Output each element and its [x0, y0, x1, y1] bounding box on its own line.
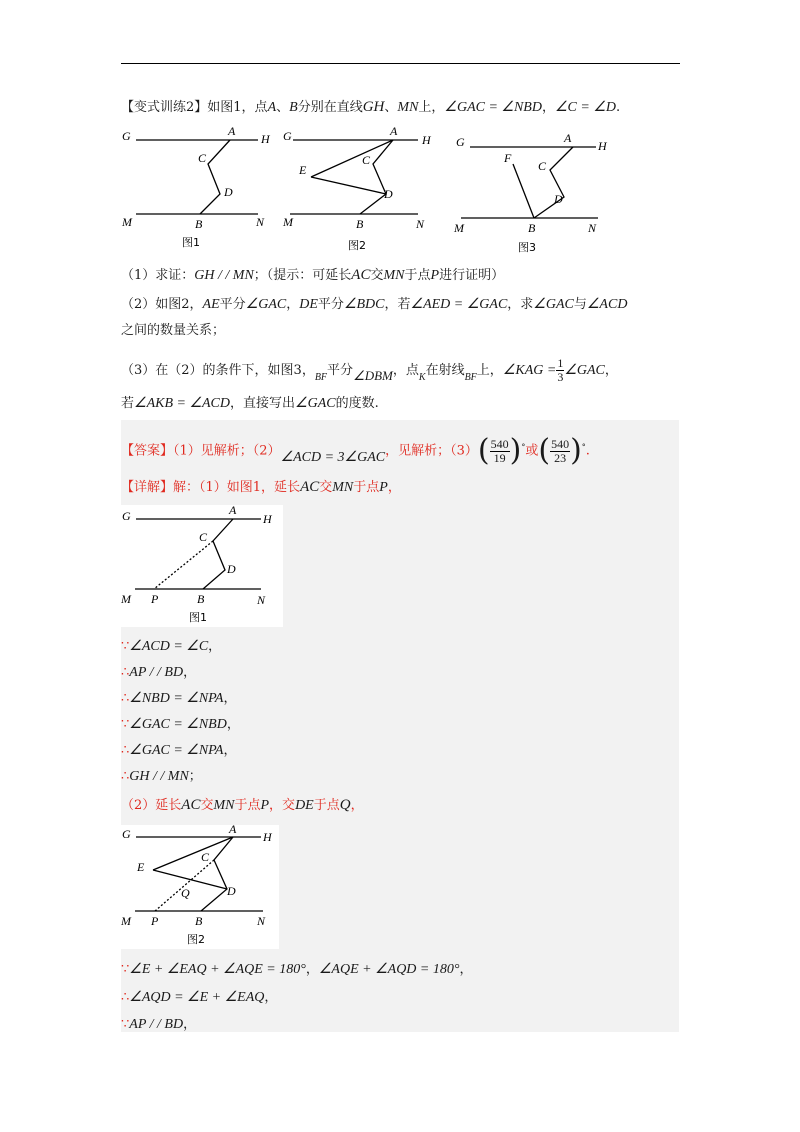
proof-step [121, 768, 202, 786]
proof-step [121, 742, 236, 760]
proof-step [121, 989, 277, 1007]
math: P [260, 798, 270, 813]
text: （3）在（2）的条件下，如图3， [121, 363, 315, 378]
fig3-label-h: H [598, 139, 607, 153]
text: 或 [525, 443, 539, 459]
text: 交 [319, 480, 333, 495]
label-m: M [121, 592, 131, 606]
math: GH / / MN [194, 268, 254, 283]
text: ，求 [507, 297, 534, 312]
math: ∠AKB = ∠ACD [134, 396, 231, 411]
fig2-label-b: B [356, 217, 364, 231]
label-b: B [197, 592, 205, 606]
fig3-caption: 图3 [518, 241, 536, 254]
text: ∴ [121, 665, 130, 680]
text: 解：（1）如图1，延长 [173, 480, 301, 495]
math: AP / / BD [129, 1017, 184, 1032]
label-d: D [227, 562, 236, 576]
math: GH [362, 99, 385, 115]
text: ∴ [121, 743, 130, 758]
label-d: D [227, 884, 236, 898]
text: 交 [370, 268, 384, 283]
answer-tag: 【答案】 [121, 443, 174, 459]
fig3-path-acdb [534, 147, 573, 218]
fig3-label-b: B [528, 221, 536, 235]
text: ， [604, 363, 618, 378]
fig1-label-c: C [198, 151, 207, 165]
label-c: C [201, 850, 210, 864]
question-part-1 [121, 266, 504, 285]
fig2-label-a: A [390, 124, 398, 138]
label-m: M [121, 914, 131, 928]
text: 于点 [313, 798, 340, 813]
label-n: N [257, 914, 266, 928]
math: P [379, 480, 388, 495]
fig2-label-m: M [283, 215, 293, 229]
label-q: Q [181, 886, 190, 900]
math: ∠AQD = ∠E + ∠EAQ [129, 990, 265, 1005]
text: 的度数. [335, 396, 379, 411]
denominator: 19 [493, 450, 506, 465]
math: ∠BDC [343, 297, 385, 312]
text: （2）延长 [121, 798, 182, 813]
text: 在射线 [425, 363, 465, 378]
figure-background [121, 825, 279, 949]
label-g: G [122, 827, 131, 841]
math: K [418, 372, 426, 383]
math: ∠AQE + ∠AQD = 180° [318, 962, 460, 977]
math: ∠NBD = ∠NPA [129, 691, 224, 706]
question-line-1 [121, 98, 620, 117]
math: ∠GAC = ∠NPA [129, 743, 224, 758]
text: 于点 [234, 798, 261, 813]
label-c: C [199, 530, 208, 544]
caption: 图2 [187, 933, 205, 946]
text: ∵ [121, 717, 130, 732]
math: ∠GAC [245, 297, 287, 312]
text: ∴ [121, 691, 130, 706]
fig2-path-acdb [360, 140, 393, 214]
text: （1）求证： [121, 268, 195, 283]
label-a: A [229, 505, 237, 517]
math: DE [299, 297, 318, 312]
fig3-line-bf [513, 164, 534, 218]
fig3-label-d: D [554, 192, 563, 206]
fig1-label-n: N [256, 215, 265, 229]
text: ； [188, 769, 202, 784]
math: ∠DBM [353, 368, 393, 383]
math: AP / / BD [129, 665, 184, 680]
degree-sign: ° [581, 442, 586, 451]
text: ， [350, 798, 364, 813]
text: . [585, 443, 590, 459]
text: 交 [200, 798, 214, 813]
text: 若 [121, 396, 135, 411]
math: MN [397, 100, 419, 115]
text: 于点 [353, 480, 380, 495]
label-h: H [263, 830, 272, 844]
proof-step [121, 638, 221, 656]
detail-tag: 【详解】 [121, 480, 174, 495]
math: ∠ACD [586, 297, 628, 312]
fig2-label-h: H [422, 133, 431, 147]
text: 、 [276, 100, 290, 115]
fig3-label-a: A [564, 131, 572, 145]
text: ， [541, 100, 555, 115]
fig2-label-d: D [384, 187, 393, 201]
text: ， [286, 297, 300, 312]
answer-value-1: ( $\frac{540}{19}$ )° [477, 433, 526, 468]
math: AE [202, 297, 220, 312]
text: ，点 [392, 363, 419, 378]
fig3-label-n: N [588, 221, 597, 235]
text: ， [183, 665, 197, 680]
fig3-label-c: C [538, 159, 547, 173]
text: 平分 [317, 297, 344, 312]
text: ， [208, 639, 222, 654]
math: AC [351, 267, 371, 283]
math: ∠E + ∠EAQ + ∠AQE = 180° [129, 962, 306, 977]
math: ∠ACD = ∠C [129, 639, 209, 654]
fig2-line-ae [311, 140, 393, 177]
fig1-label-b: B [195, 217, 203, 231]
text: （2）如图2， [121, 297, 203, 312]
text: ， [264, 990, 278, 1005]
label-g: G [122, 509, 131, 523]
text: 与 [573, 297, 587, 312]
math: MN [213, 798, 235, 813]
fig2-label-n: N [416, 217, 425, 231]
detail-figure-2 [121, 825, 279, 949]
text: 、 [384, 100, 398, 115]
proof-step [121, 664, 196, 682]
fig3-label-g: G [456, 135, 465, 149]
fig1-label-m: M [122, 215, 132, 229]
label-b: B [195, 914, 203, 928]
fig2-label-g: G [283, 129, 292, 143]
text: 进行证明） [439, 268, 505, 283]
text: 平分 [219, 297, 246, 312]
fig3-label-m: M [454, 221, 464, 235]
math: BF [314, 372, 328, 383]
label-a: A [229, 825, 237, 836]
label-n: N [257, 593, 266, 607]
figures-1-3 [118, 122, 638, 258]
fig1-caption: 图1 [182, 236, 200, 249]
text: 上， [418, 100, 445, 115]
label-h: H [263, 512, 272, 526]
text: 于点 [404, 268, 431, 283]
math: ∠GAC [564, 363, 605, 378]
text: ；（提示：可延长 [253, 268, 352, 283]
top-rule [121, 63, 680, 64]
math: AC [300, 479, 320, 495]
text: 如图1，点 [207, 100, 268, 115]
math: ∠GAC [295, 396, 336, 411]
math: AC [181, 797, 201, 813]
label-e: E [137, 860, 145, 874]
text: ∴ [121, 769, 130, 784]
answer-line [121, 433, 590, 468]
math: B [289, 100, 298, 115]
math: BF [464, 372, 477, 383]
answer-value-2: ( $\frac{540}{23}$ )° [538, 433, 586, 468]
text: ， [183, 1017, 197, 1032]
label-p: P [151, 592, 159, 606]
proof-step [121, 961, 472, 979]
text: ， [387, 480, 401, 495]
question-part-2 [121, 296, 627, 314]
question-part-3-cont [121, 395, 379, 413]
question-part-2-cont: 之间的数量关系； [121, 323, 226, 338]
text: ∵ [121, 1017, 130, 1032]
text: 上， [476, 363, 503, 378]
numerator: 540 [551, 436, 570, 451]
math: Q [339, 797, 351, 813]
fig1-label-a: A [228, 124, 236, 138]
text: ∵ [121, 962, 130, 977]
fig1-label-g: G [122, 129, 131, 143]
proof-step [121, 1016, 196, 1034]
text: （1）见解析；（2） [173, 443, 281, 459]
text: ∵ [121, 639, 130, 654]
math: P [430, 268, 440, 283]
degree-sign: ° [521, 442, 526, 451]
denominator: 23 [554, 450, 567, 465]
label-p: P [151, 914, 159, 928]
fig3-label-f: F [504, 151, 512, 165]
fig1-label-h: H [261, 132, 270, 146]
text: ，直接写出 [230, 396, 296, 411]
proof-step [121, 716, 240, 734]
text: 分别在直线 [297, 100, 363, 115]
detail-line [121, 478, 401, 497]
math: ∠C = ∠D [555, 100, 616, 115]
math: ∠ACD = 3∠GAC [280, 449, 386, 465]
math: DE [295, 798, 314, 813]
math: ∠AED = ∠GAC [410, 297, 508, 312]
caption: 图1 [189, 611, 207, 624]
figure-background [121, 505, 283, 627]
fig2-label-c: C [362, 153, 371, 167]
text: 平分 [327, 363, 354, 378]
fig1-label-d: D [224, 185, 233, 199]
math: GH / / MN [129, 769, 189, 784]
numerator: 540 [490, 436, 509, 451]
text: . [616, 100, 621, 115]
training-tag: 【变式训练2】 [121, 100, 208, 115]
text: ∴ [121, 990, 130, 1005]
math: ∠GAC = ∠NBD [444, 100, 542, 115]
fig2-caption: 图2 [348, 239, 366, 252]
question-part-3 [121, 357, 618, 384]
text: ， [223, 743, 237, 758]
text: ， [459, 962, 473, 977]
fig2-line-ed [311, 177, 386, 194]
detail-part-2 [121, 796, 364, 815]
text: ，交 [269, 798, 296, 813]
detail-figure-1 [121, 505, 283, 627]
math: ∠GAC [533, 297, 574, 312]
numerator: 1 [557, 356, 564, 370]
math: MN [383, 268, 405, 283]
proof-step [121, 690, 236, 708]
text: ， [223, 691, 237, 706]
text: ，若 [384, 297, 411, 312]
math: ∠KAG = [502, 363, 557, 378]
denominator: 3 [557, 370, 564, 384]
fig2-label-e: E [299, 163, 307, 177]
text: ， [305, 962, 319, 977]
math: A [267, 100, 277, 115]
math: ∠GAC = ∠NBD [129, 717, 227, 732]
text: ，见解析；（3） [385, 443, 478, 459]
math: MN [332, 480, 354, 495]
text: ， [226, 717, 240, 732]
